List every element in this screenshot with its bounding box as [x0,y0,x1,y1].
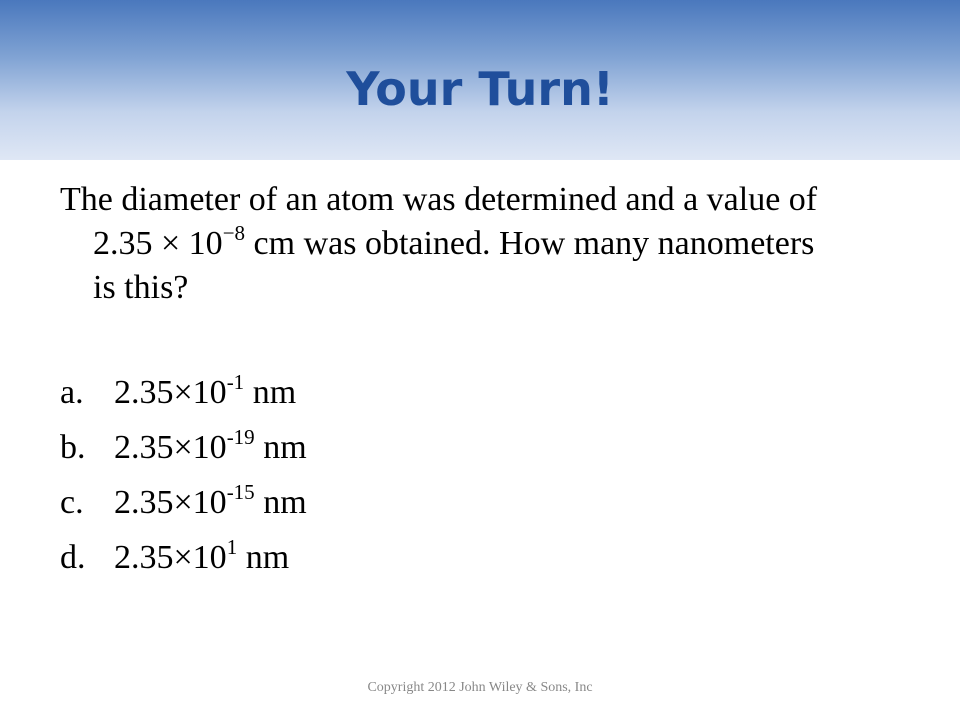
question-value-exponent: −8 [222,221,246,245]
option-letter: a. [60,374,84,411]
option-base: 2.35×10 [114,484,227,521]
option-unit: nm [254,484,307,521]
question-line-3: is this? [93,269,189,306]
answer-option-b [60,425,760,484]
copyright-footer: Copyright 2012 John Wiley & Sons, Inc [367,680,593,695]
question-value-base: 2.35 × 10 [93,225,223,262]
option-value [114,425,307,467]
question-line-2-suffix: cm was obtained. How many nanometers [245,225,815,262]
option-value [114,480,307,522]
option-exponent: -1 [226,370,245,394]
option-unit: nm [244,374,297,411]
option-value [114,535,290,577]
option-exponent: -15 [226,480,255,504]
option-letter: b. [60,429,86,466]
answer-option-a [60,370,760,429]
slide-title: Your Turn! [346,62,614,116]
option-base: 2.35×10 [114,429,227,466]
option-unit: nm [254,429,307,466]
answer-option-c [60,480,760,539]
question-line-1: The diameter of an atom was determined and a value of [60,181,818,218]
option-unit: nm [237,539,290,576]
option-base: 2.35×10 [114,374,227,411]
answer-options [60,370,760,594]
option-exponent: -19 [226,425,255,449]
option-letter: d. [60,539,86,576]
answer-option-d [60,535,760,594]
question-line-2 [60,222,910,266]
option-exponent: 1 [226,535,238,559]
option-base: 2.35×10 [114,539,227,576]
question-text [60,178,910,310]
option-value [114,370,297,412]
option-letter: c. [60,484,84,521]
